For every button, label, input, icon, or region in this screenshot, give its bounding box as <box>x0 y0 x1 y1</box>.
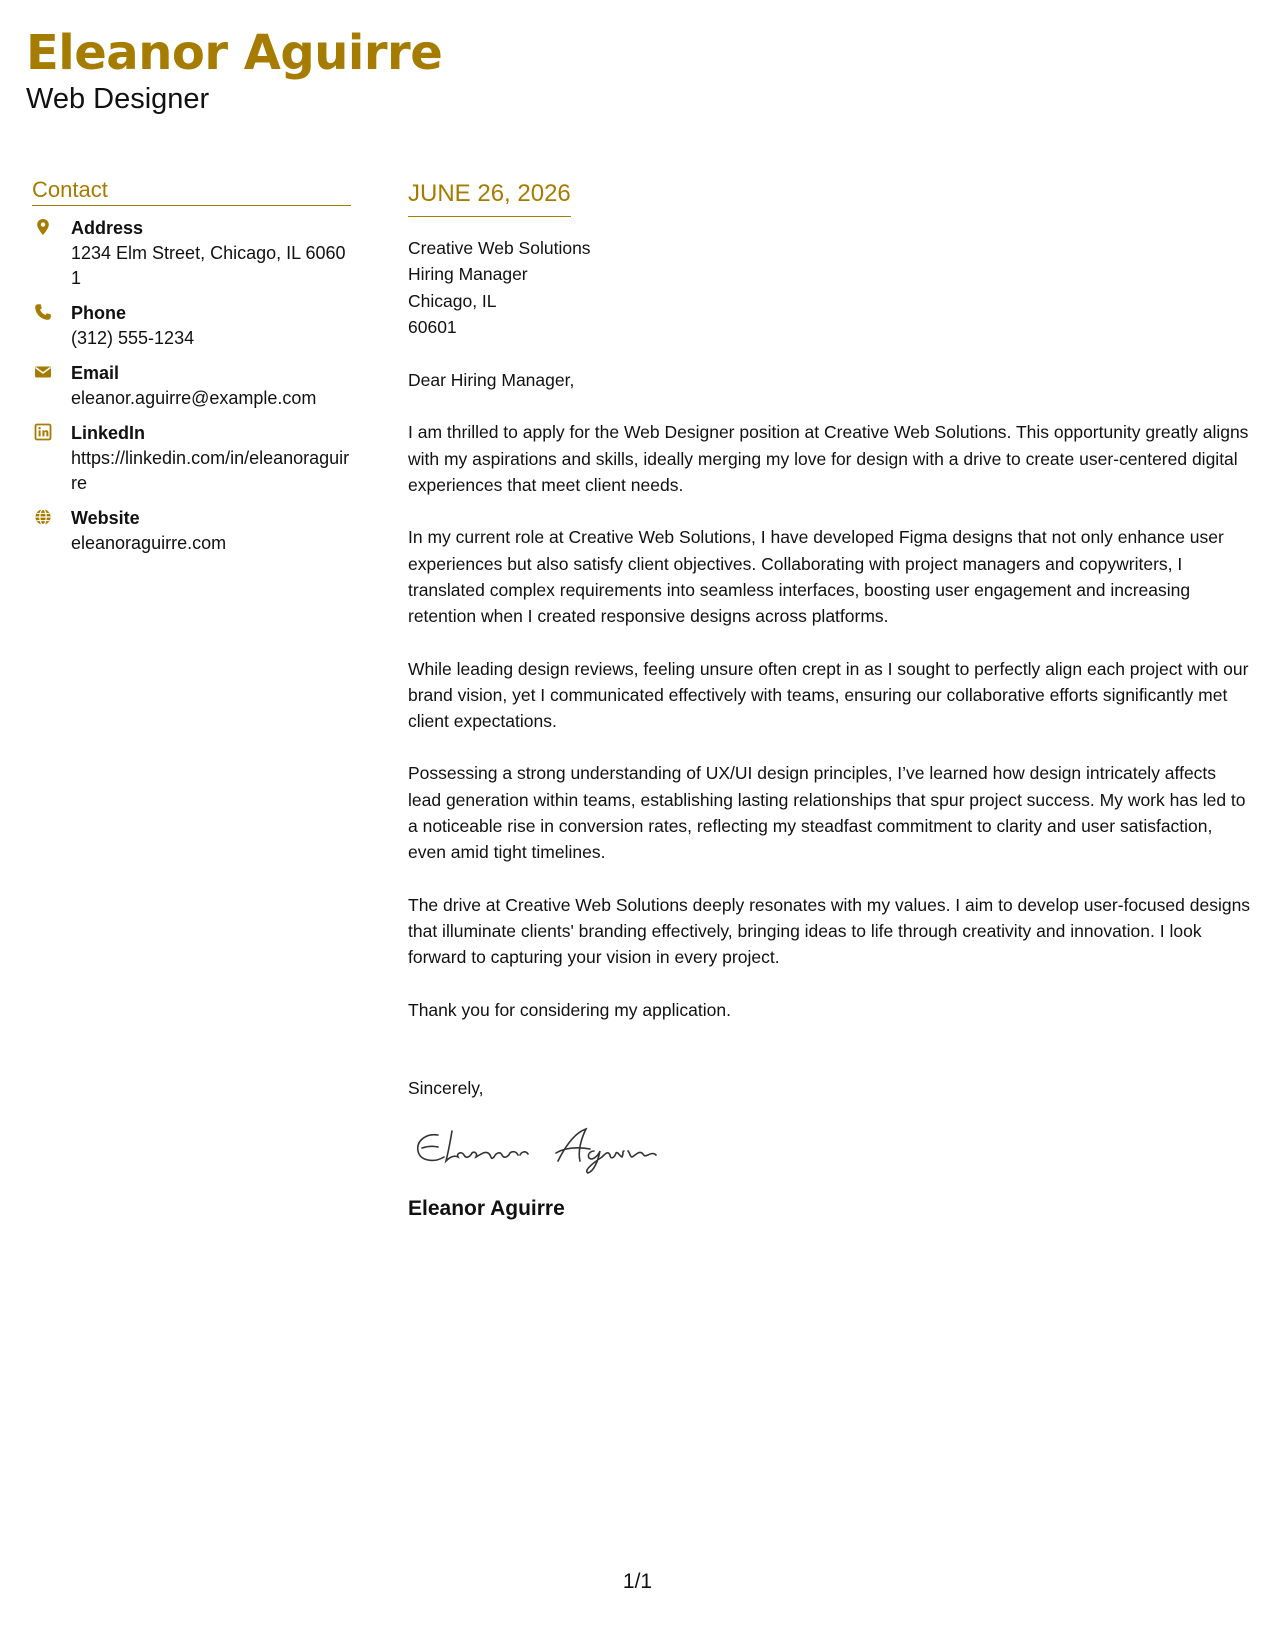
applicant-title: Web Designer <box>26 83 210 115</box>
website-value[interactable]: eleanoraguirre.com <box>71 533 227 553</box>
contact-label: Website <box>71 508 140 528</box>
email-value: eleanor.aguirre@example.com <box>71 388 317 408</box>
thanks-line: Thank you for considering my application. <box>408 999 731 1020</box>
contact-sidebar <box>32 176 351 556</box>
body-paragraph: While leading design reviews, feeling unsure often crept in as I sought to perfectly align each project with our brand vision, yet I communicated effectively with teams, ensuring our collaborative efforts significantly met client expectations. <box>408 658 1249 732</box>
body-paragraph: Possessing a strong understanding of UX/UI design principles, I’ve learned how design intricately affects lead generation within teams, establishing lasting relationships that spur project success. My work has led to a noticeable rise in conversion rates, reflecting my steadfast commitment to clarity and user satisfaction, even amid tight timelines. <box>408 763 1246 863</box>
recipient-city: Chicago, IL <box>408 290 497 311</box>
contact-label: LinkedIn <box>71 423 146 443</box>
contact-label: Email <box>71 363 120 383</box>
globe-icon <box>34 508 52 526</box>
header <box>26 22 442 116</box>
envelope-icon <box>34 363 52 381</box>
contact-item-phone <box>32 301 351 351</box>
contact-item-website <box>32 506 351 556</box>
linkedin-value[interactable]: https://linkedin.com/in/eleanoraguirre <box>71 448 350 493</box>
letter-body <box>408 178 1253 1223</box>
contact-item-address <box>32 216 351 291</box>
letter-date: JUNE 26, 2026 <box>408 178 571 217</box>
phone-icon <box>34 303 52 321</box>
recipient-company: Creative Web Solutions <box>408 238 591 258</box>
recipient-zip: 60601 <box>408 316 457 337</box>
recipient-role: Hiring Manager <box>408 264 528 285</box>
contact-label: Phone <box>71 303 127 323</box>
phone-value: (312) 555-1234 <box>71 328 195 348</box>
address-value: 1234 Elm Street, Chicago, IL 60601 <box>71 243 346 288</box>
body-paragraph: The drive at Creative Web Solutions deeply resonates with my values. I aim to develop user-focused designs that illuminate clients' branding effectively, bringing ideas to life through creativity and innovation. I look forward to capturing your vision in every project. <box>408 894 1251 968</box>
linkedin-icon <box>34 423 52 441</box>
closing: Sincerely, <box>408 1077 484 1098</box>
map-pin-icon <box>34 218 52 236</box>
salutation: Dear Hiring Manager, <box>408 370 575 391</box>
recipient-block <box>408 235 1253 340</box>
body-paragraph: I am thrilled to apply for the Web Designer position at Creative Web Solutions. This opportunity greatly aligns with my aspirations and skills, ideally merging my love for design with a drive to create user-centered digital experiences that meet client needs. <box>408 422 1249 496</box>
handwritten-signature <box>408 1121 668 1175</box>
page-number: 1/1 <box>622 1570 653 1593</box>
contact-heading: Contact <box>32 176 351 206</box>
contact-item-linkedin <box>32 421 351 496</box>
body-paragraph: In my current role at Creative Web Solutions, I have developed Figma designs that not only enhance user experiences but also satisfy client objectives. Collaborating with project managers and copywriters, I translated complex requirements into seamless interfaces, boosting user engagement and increasing retention when I created responsive designs across platforms. <box>408 527 1224 627</box>
contact-label: Address <box>71 218 144 238</box>
contact-item-email <box>32 361 351 411</box>
signer-name: Eleanor Aguirre <box>408 1197 565 1221</box>
applicant-name: Eleanor Aguirre <box>26 25 443 81</box>
